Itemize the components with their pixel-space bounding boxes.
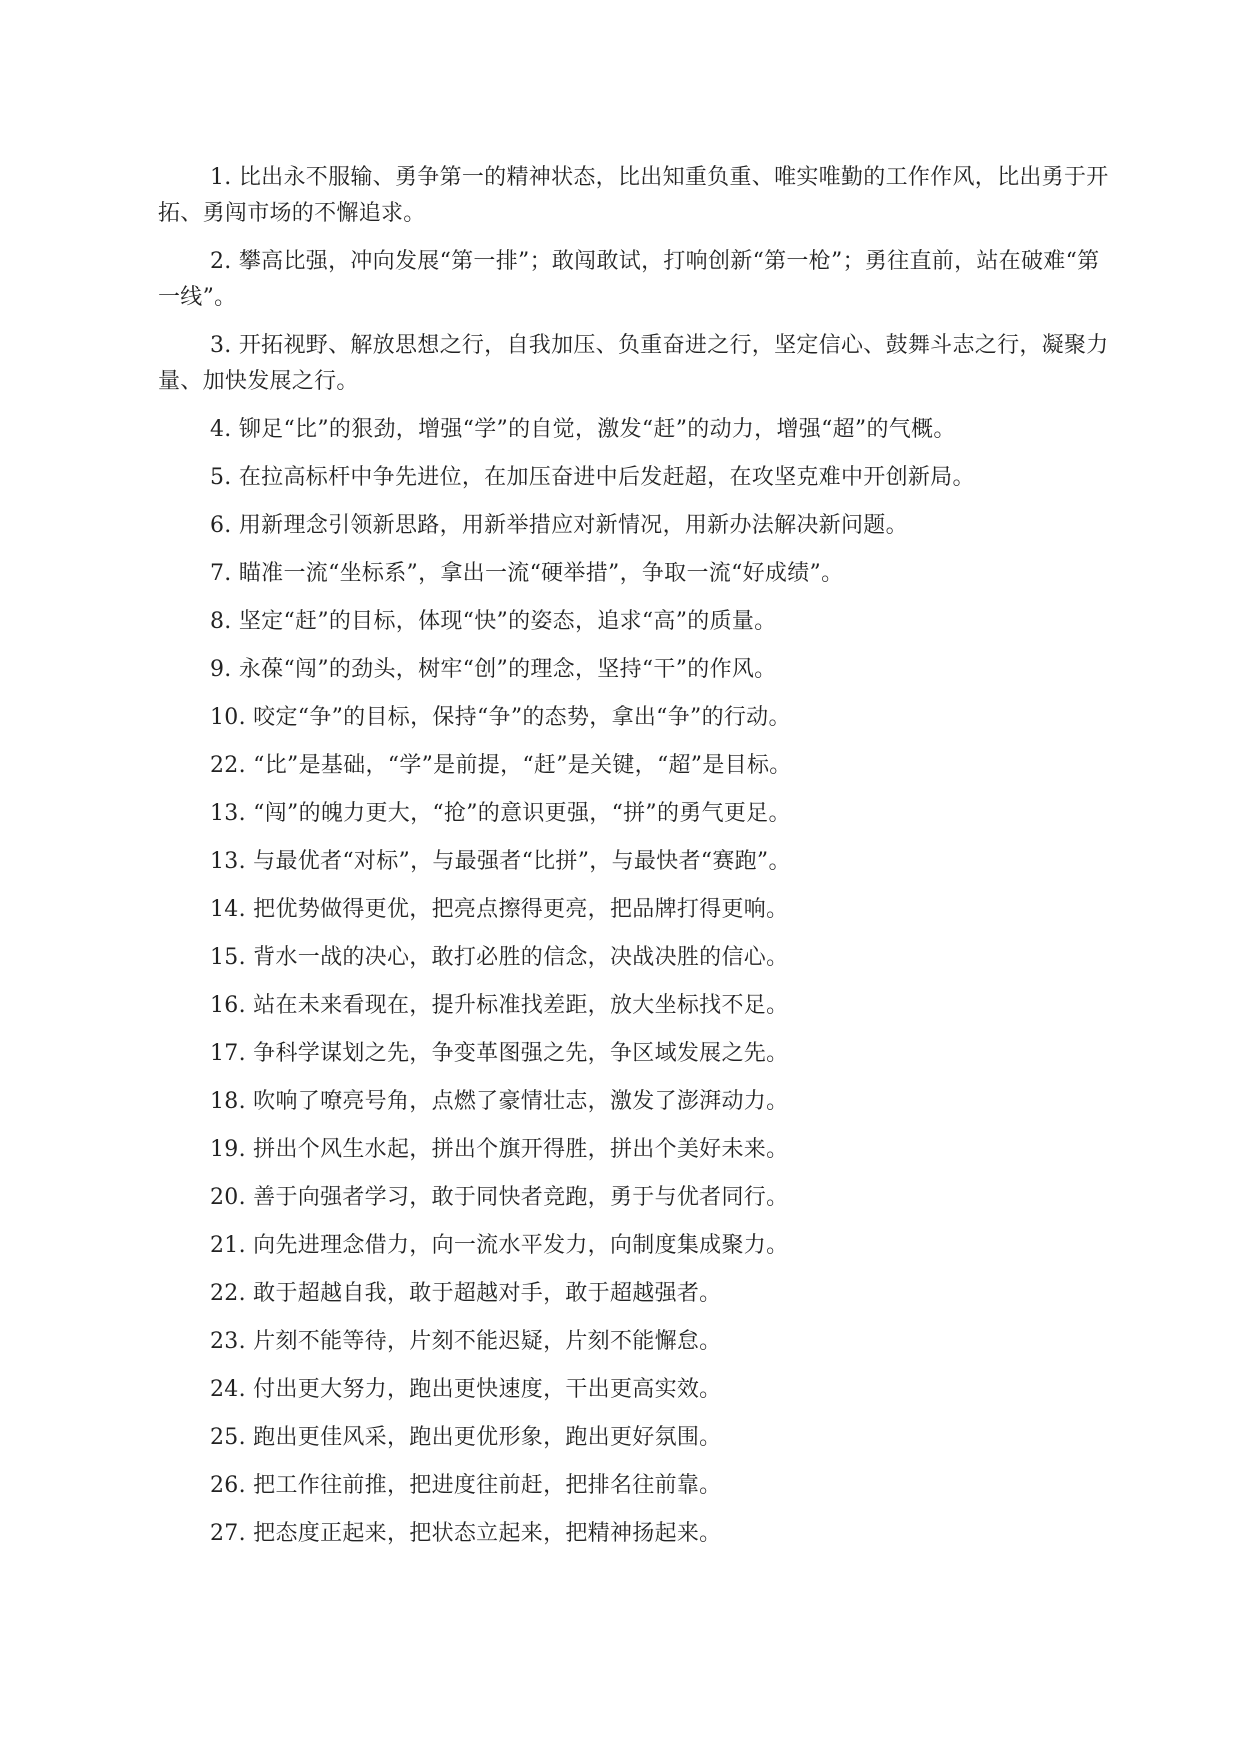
list-item: 9. 永葆“闯”的劲头，树牢“创”的理念，坚持“干”的作风。: [210, 657, 777, 682]
list-item: 7. 瞄准一流“坐标系”，拿出一流“硬举措”，争取一流“好成绩”。: [210, 561, 844, 586]
list-item: 21. 向先进理念借力，向一流水平发力，向制度集成聚力。: [210, 1233, 789, 1258]
list-item: 24. 付出更大努力，跑出更快速度，干出更高实效。: [210, 1377, 722, 1402]
list-item: 3. 开拓视野、解放思想之行，自我加压、负重奋进之行，坚定信心、鼓舞斗志之行，凝聚力量、加快发展之行。: [158, 333, 1109, 394]
list-item: 15. 背水一战的决心，敢打必胜的信念，决战决胜的信心。: [210, 945, 789, 970]
list-item: 20. 善于向强者学习，敢于同快者竞跑，勇于与优者同行。: [210, 1185, 789, 1210]
list-item: 26. 把工作往前推，把进度往前赶，把排名往前靠。: [210, 1473, 722, 1498]
list-item: 19. 拼出个风生水起，拼出个旗开得胜，拼出个美好未来。: [210, 1137, 789, 1162]
list-item: 2. 攀高比强，冲向发展“第一排”；敢闯敢试，打响创新“第一枪”；勇往直前，站在破难“第一线”。: [158, 249, 1100, 310]
list-item: 22. “比”是基础，“学”是前提，“赶”是关键，“超”是目标。: [210, 753, 792, 778]
list-item: 16. 站在未来看现在，提升标准找差距，放大坐标找不足。: [210, 993, 789, 1018]
list-item: 10. 咬定“争”的目标，保持“争”的态势，拿出“争”的行动。: [210, 705, 791, 730]
list-item: 23. 片刻不能等待，片刻不能迟疑，片刻不能懈怠。: [210, 1329, 722, 1354]
list-item: 8. 坚定“赶”的目标，体现“快”的姿态，追求“高”的质量。: [210, 609, 777, 634]
list-item: 17. 争科学谋划之先，争变革图强之先，争区域发展之先。: [210, 1041, 789, 1066]
list-item: 5. 在拉高标杆中争先进位，在加压奋进中后发赶超，在攻坚克难中开创新局。: [210, 465, 975, 490]
list-item: 14. 把优势做得更优，把亮点擦得更亮，把品牌打得更响。: [210, 897, 789, 922]
list-item: 4. 铆足“比”的狠劲，增强“学”的自觉，激发“赶”的动力，增强“超”的气概。: [210, 417, 956, 442]
document-body: [158, 160, 1118, 1564]
list-item: 6. 用新理念引领新思路，用新举措应对新情况，用新办法解决新问题。: [210, 513, 908, 538]
list-item: 13. “闯”的魄力更大，“抢”的意识更强，“拼”的勇气更足。: [210, 801, 791, 826]
list-item: 22. 敢于超越自我，敢于超越对手，敢于超越强者。: [210, 1281, 722, 1306]
list-item: 27. 把态度正起来，把状态立起来，把精神扬起来。: [210, 1521, 722, 1546]
list-item: 13. 与最优者“对标”，与最强者“比拼”，与最快者“赛跑”。: [210, 849, 791, 874]
list-item: 1. 比出永不服输、勇争第一的精神状态，比出知重负重、唯实唯勤的工作作风，比出勇于开拓、勇闯市场的不懈追求。: [158, 165, 1109, 226]
list-item: 25. 跑出更佳风采，跑出更优形象，跑出更好氛围。: [210, 1425, 722, 1450]
list-item: 18. 吹响了嘹亮号角，点燃了豪情壮志，激发了澎湃动力。: [210, 1089, 789, 1114]
